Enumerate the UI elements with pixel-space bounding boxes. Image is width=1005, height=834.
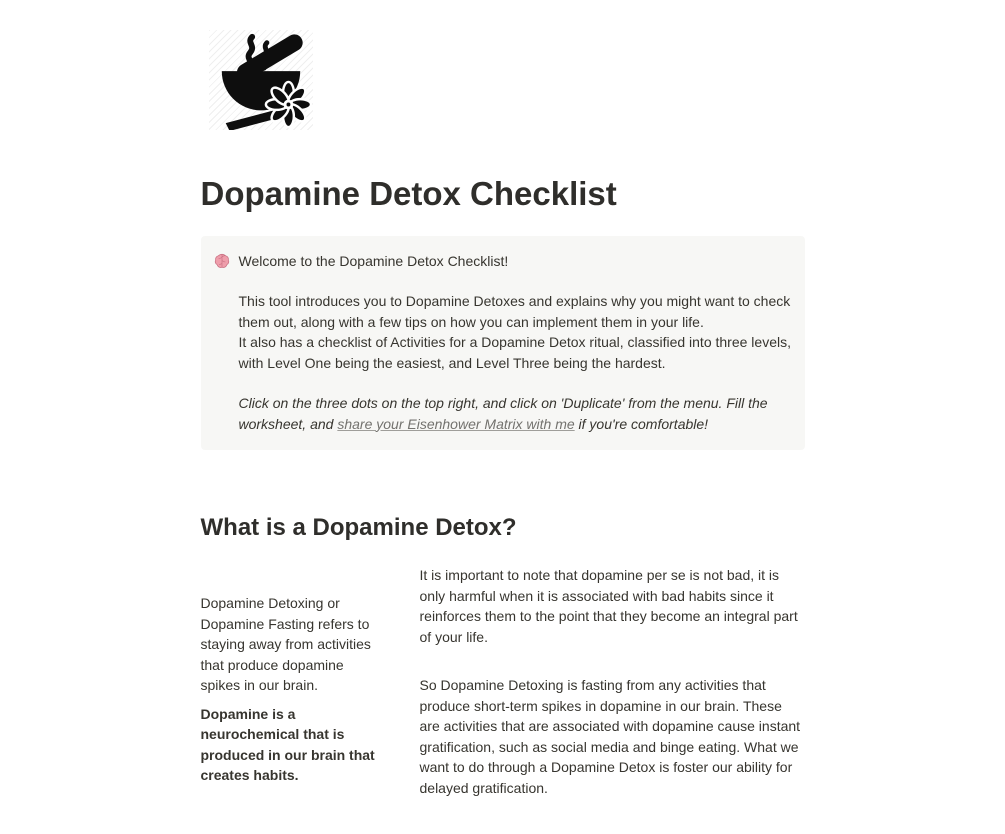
callout-intro-line1: This tool introduces you to Dopamine Detoxes and explains why you might want to check them out, along with a few tips on how you can implement them in your life.: [238, 293, 791, 330]
callout-intro-line2: It also has a checklist of Activities for a Dopamine Detox ritual, classified into three levels, with Level One being the easiest, and Level Three being the hardest.: [238, 334, 791, 371]
columns: [201, 565, 805, 798]
left-column: [201, 565, 376, 786]
right-column-paragraph-2: So Dopamine Detoxing is fasting from any activities that produce short-term spikes in dopamine in our brain. These are activities that are associated with dopamine cause instant gratification, such as social media and binge eating. What we want to do through a Dopamine Detox is foster our ability for delayed gratification.: [419, 677, 801, 796]
brain-emoji-icon: [213, 252, 231, 270]
callout: [201, 236, 805, 451]
eisenhower-matrix-link[interactable]: share your Eisenhower Matrix with me: [337, 415, 575, 432]
callout-note: [239, 393, 793, 434]
page-title: Dopamine Detox Checklist: [200, 175, 617, 212]
flower-icon: [265, 82, 310, 127]
callout-intro: [239, 291, 793, 373]
page-content: [201, 30, 805, 798]
right-column: [420, 565, 805, 798]
callout-note-suffix: if you're comfortable!: [574, 415, 709, 432]
mortar-pestle-icon: [209, 30, 313, 130]
left-column-paragraph: Dopamine Detoxing or Dopamine Fasting refers to staying away from activities that produce dopamine spikes in our brain.: [200, 595, 371, 694]
section-heading: What is a Dopamine Detox?: [200, 514, 517, 542]
callout-note-prefix: Click on the three dots on the top right, and click on 'Duplicate' from the menu. Fill the worksheet, and: [238, 395, 768, 432]
left-column-bold-paragraph: Dopamine is a neurochemical that is produced in our brain that creates habits.: [200, 705, 375, 784]
callout-greeting: Welcome to the Dopamine Detox Checklist!: [238, 252, 509, 269]
right-column-paragraph-1: It is important to note that dopamine per se is not bad, it is only harmful when it is associated with bad habits since it reinforces them to the point that they become an integral part of your life.: [419, 567, 798, 645]
callout-body: [239, 251, 793, 435]
page-icon[interactable]: [209, 30, 313, 130]
